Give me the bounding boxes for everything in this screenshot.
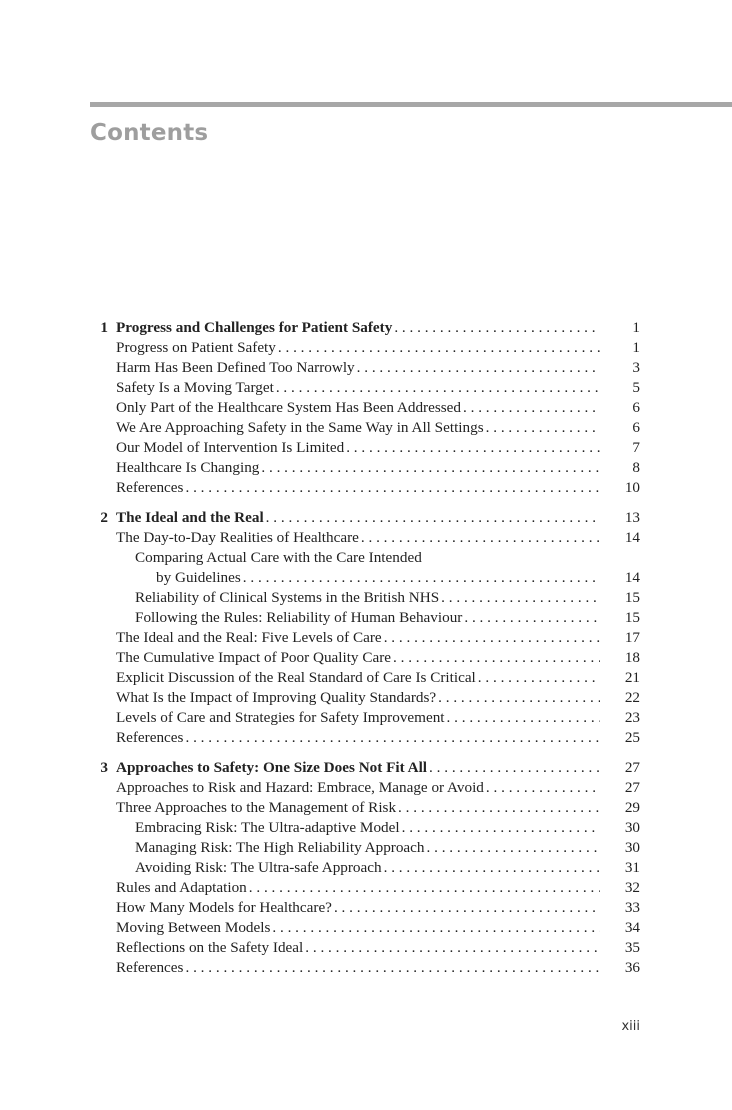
- toc-entry[interactable]: [0, 728, 732, 748]
- chapter-title: Progress and Challenges for Patient Safety: [116, 319, 393, 336]
- toc-entry[interactable]: [0, 798, 732, 818]
- page-number: 31: [624, 859, 640, 876]
- page-number: 22: [624, 689, 640, 706]
- toc-entry[interactable]: [0, 858, 732, 878]
- entry-title: References: [116, 479, 184, 496]
- chapter-heading-row[interactable]: [0, 508, 732, 528]
- dot-leader: [185, 958, 600, 978]
- toc-entry[interactable]: [0, 528, 732, 548]
- dot-leader: [464, 608, 600, 628]
- page-number: 27: [624, 759, 640, 776]
- toc-entry[interactable]: [0, 708, 732, 728]
- entry-title: Reliability of Clinical Systems in the British NHS: [135, 589, 440, 606]
- dot-leader: [185, 728, 600, 748]
- toc-entry[interactable]: [0, 398, 732, 418]
- toc-entry-first-line[interactable]: [0, 548, 732, 568]
- chapter-heading-row[interactable]: [0, 318, 732, 338]
- page-number: 13: [624, 509, 640, 526]
- page-number: 10: [624, 479, 640, 496]
- page-number: 15: [624, 609, 640, 626]
- entry-title: The Day-to-Day Realities of Healthcare: [116, 529, 359, 546]
- toc-entry[interactable]: [0, 478, 732, 498]
- toc-entry[interactable]: [0, 958, 732, 978]
- entry-title: Moving Between Models: [116, 919, 271, 936]
- toc-entry[interactable]: [0, 378, 732, 398]
- toc-entry[interactable]: [0, 688, 732, 708]
- dot-leader: [357, 358, 600, 378]
- page-number: 1: [632, 319, 640, 336]
- page-number: 30: [624, 839, 640, 856]
- dot-leader: [447, 708, 600, 728]
- entry-title: References: [116, 729, 184, 746]
- page-number: 34: [624, 919, 640, 936]
- chapter-3: [0, 758, 732, 978]
- chapter-number: 2: [100, 509, 108, 526]
- dot-leader: [243, 568, 600, 588]
- page-number: 3: [632, 359, 640, 376]
- entry-title: Levels of Care and Strategies for Safety Improvement: [116, 709, 445, 726]
- page-number: 32: [624, 879, 640, 896]
- dot-leader: [393, 648, 600, 668]
- page-number: 30: [624, 819, 640, 836]
- contents-heading: Contents: [90, 120, 209, 146]
- toc-entry-continuation[interactable]: [0, 568, 732, 588]
- toc-entry[interactable]: [0, 628, 732, 648]
- toc-entry[interactable]: [0, 818, 732, 838]
- toc-entry[interactable]: [0, 898, 732, 918]
- page-number: 7: [632, 439, 640, 456]
- dot-leader: [429, 758, 600, 778]
- dot-leader: [486, 778, 600, 798]
- page-number: 15: [624, 589, 640, 606]
- page-folio: xiii: [621, 1019, 640, 1034]
- toc-entry[interactable]: [0, 458, 732, 478]
- page-number: 35: [624, 939, 640, 956]
- dot-leader: [384, 858, 600, 878]
- entry-title: Only Part of the Healthcare System Has Been Addressed: [116, 399, 462, 416]
- page-number: 36: [624, 959, 640, 976]
- entry-title: How Many Models for Healthcare?: [116, 899, 332, 916]
- toc-entry[interactable]: [0, 778, 732, 798]
- entry-title: Harm Has Been Defined Too Narrowly: [116, 359, 355, 376]
- dot-leader: [305, 938, 600, 958]
- table-of-contents: [0, 318, 732, 988]
- page-number: 6: [632, 399, 640, 416]
- dot-leader: [478, 668, 600, 688]
- toc-entry[interactable]: [0, 438, 732, 458]
- entry-title: Rules and Adaptation: [116, 879, 247, 896]
- page-number: 23: [624, 709, 640, 726]
- dot-leader: [249, 878, 600, 898]
- entry-title: Following the Rules: Reliability of Human Behaviour: [135, 609, 463, 626]
- entry-title: Explicit Discussion of the Real Standard of Care Is Critical: [116, 669, 476, 686]
- toc-entry[interactable]: [0, 648, 732, 668]
- page-number: 18: [624, 649, 640, 666]
- header-rule: [90, 102, 732, 107]
- chapter-number: 1: [100, 319, 108, 336]
- chapter-title: The Ideal and the Real: [116, 509, 264, 526]
- toc-entry[interactable]: [0, 608, 732, 628]
- entry-title: The Ideal and the Real: Five Levels of Care: [116, 629, 382, 646]
- chapter-1: [0, 318, 732, 498]
- dot-leader: [463, 398, 600, 418]
- page-number: 6: [632, 419, 640, 436]
- dot-leader: [486, 418, 600, 438]
- entry-title: Avoiding Risk: The Ultra-safe Approach: [135, 859, 382, 876]
- page-number: 1: [632, 339, 640, 356]
- entry-title: Comparing Actual Care with the Care Intended: [135, 549, 422, 566]
- dot-leader: [438, 688, 600, 708]
- dot-leader: [394, 318, 600, 338]
- entry-title: We Are Approaching Safety in the Same Way in All Settings: [116, 419, 484, 436]
- entry-title: Embracing Risk: The Ultra-adaptive Model: [135, 819, 400, 836]
- dot-leader: [346, 438, 600, 458]
- toc-entry[interactable]: [0, 588, 732, 608]
- entry-title: Healthcare Is Changing: [116, 459, 260, 476]
- entry-title: Reflections on the Safety Ideal: [116, 939, 304, 956]
- entry-title-continuation: by Guidelines: [156, 569, 241, 586]
- entry-title: Three Approaches to the Management of Risk: [116, 799, 397, 816]
- toc-entry[interactable]: [0, 338, 732, 358]
- page-number: 8: [632, 459, 640, 476]
- chapter-title: Approaches to Safety: One Size Does Not Fit All: [116, 759, 428, 776]
- entry-title: The Cumulative Impact of Poor Quality Care: [116, 649, 391, 666]
- chapter-heading-row[interactable]: [0, 758, 732, 778]
- entry-title: Approaches to Risk and Hazard: Embrace, Manage or Avoid: [116, 779, 484, 796]
- page-number: 25: [624, 729, 640, 746]
- entry-title: References: [116, 959, 184, 976]
- dot-leader: [261, 458, 600, 478]
- chapter-2: [0, 508, 732, 748]
- entry-title: Managing Risk: The High Reliability Approach: [135, 839, 425, 856]
- dot-leader: [427, 838, 600, 858]
- toc-entry[interactable]: [0, 838, 732, 858]
- toc-entry[interactable]: [0, 668, 732, 688]
- entry-title: Progress on Patient Safety: [116, 339, 276, 356]
- page-number: 14: [624, 529, 640, 546]
- page-number: 5: [632, 379, 640, 396]
- dot-leader: [402, 818, 600, 838]
- toc-entry[interactable]: [0, 358, 732, 378]
- dot-leader: [185, 478, 600, 498]
- dot-leader: [276, 378, 600, 398]
- dot-leader: [384, 628, 600, 648]
- page-number: 29: [624, 799, 640, 816]
- toc-entry[interactable]: [0, 418, 732, 438]
- toc-entry[interactable]: [0, 878, 732, 898]
- page-number: 14: [624, 569, 640, 586]
- dot-leader: [334, 898, 600, 918]
- page-number: 17: [624, 629, 640, 646]
- page-number: 27: [624, 779, 640, 796]
- entry-title: Our Model of Intervention Is Limited: [116, 439, 345, 456]
- dot-leader: [361, 528, 600, 548]
- entry-title: What Is the Impact of Improving Quality Standards?: [116, 689, 437, 706]
- page-number: 33: [624, 899, 640, 916]
- page-number: 21: [624, 669, 640, 686]
- chapter-number: 3: [100, 759, 108, 776]
- dot-leader: [441, 588, 600, 608]
- toc-entry[interactable]: [0, 938, 732, 958]
- dot-leader: [278, 338, 600, 358]
- dot-leader: [272, 918, 600, 938]
- toc-entry[interactable]: [0, 918, 732, 938]
- dot-leader: [266, 508, 600, 528]
- dot-leader: [398, 798, 600, 818]
- entry-title: Safety Is a Moving Target: [116, 379, 274, 396]
